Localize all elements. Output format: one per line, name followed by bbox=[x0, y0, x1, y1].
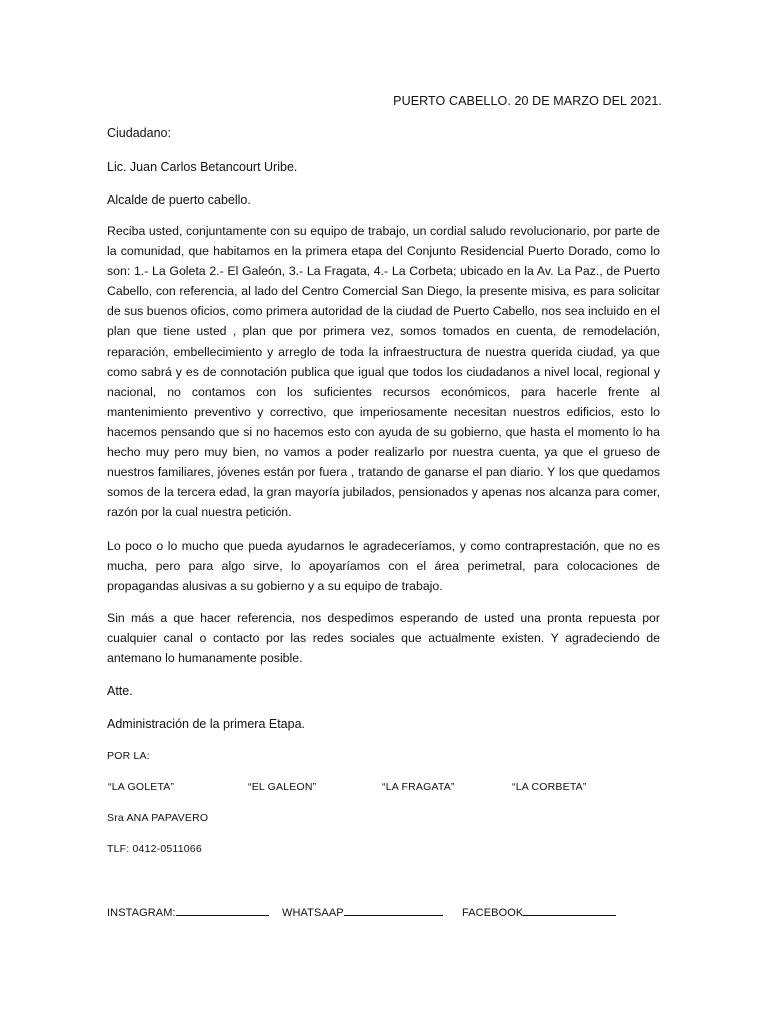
whatsapp-label: WHATSAAP bbox=[282, 907, 344, 919]
letter-date: PUERTO CABELLO. 20 DE MARZO DEL 2021. bbox=[393, 94, 662, 108]
facebook-blank-line bbox=[523, 904, 616, 916]
body-paragraph-3: Sin más a que hacer referencia, nos despedimos esperando de usted una pronta repuesta por cualquier canal o contacto por las redes sociales que actualmente existen. Y agradeciendo de antemano lo humanamente posible. bbox=[107, 611, 660, 666]
facebook-field bbox=[462, 904, 616, 919]
sender: Administración de la primera Etapa. bbox=[107, 717, 306, 731]
body-paragraph-2: Lo poco o lo mucho que pueda ayudarnos le agradeceríamos, y como contraprestación, que no es mucha, pero para algo sirve, lo apoyaríamos con el área perimetral, para colocaciones de propagandas alusivas a su gobierno y a su equipo de trabajo. bbox=[107, 539, 660, 594]
recipient-title: Alcalde de puerto cabello. bbox=[107, 193, 251, 207]
whatsapp-blank-line bbox=[344, 904, 443, 916]
salutation: Ciudadano: bbox=[107, 126, 171, 140]
instagram-field bbox=[107, 904, 269, 919]
closing: Atte. bbox=[107, 684, 133, 698]
contact-name: Sra ANA PAPAVERO bbox=[107, 812, 209, 824]
instagram-label: INSTAGRAM: bbox=[107, 907, 176, 919]
contact-phone: TLF: 0412-0511066 bbox=[107, 843, 202, 855]
recipient-name: Lic. Juan Carlos Betancourt Uribe. bbox=[107, 160, 298, 174]
instagram-blank-line bbox=[176, 904, 269, 916]
body-paragraph-1: Reciba usted, conjuntamente con su equipo de trabajo, un cordial saludo revolucionario, por parte de la comunidad, que habitamos en la primera etapa del Conjunto Residencial Puerto Dorado, como lo son: 1.- La Goleta 2.- El Galeón, 3.- La Fragata, 4.- La Corbeta; ubicado en la Av. La Paz., de Puerto Cabello, con referencia, al lado del Centro Comercial San Diego, la presente misiva, es para solicitar de sus buenos oficios, como primera autoridad de la ciudad de Puerto Cabello, nos sea incluido en el plan que tiene usted , plan que por primera vez, somos tomados en cuenta, de remodelación, reparación, embellecimiento y arreglo de toda la infraestructura de nuestra querida ciudad, ya que como sabrá y es de connotación publica que igual que todos los ciudadanos a nivel local, regional y nacional, no contamos con los suficientes recursos económicos, para hacerle frente al mantenimiento preventivo y correctivo, que imperiosamente necesitan nuestros edificios, esto lo hacemos pensando que si no hacemos esto con ayuda de su gobierno, que hasta el momento lo ha hecho muy pero muy bien, no vamos a poder realizarlo por nuestra cuenta, ya que el grueso de nuestros familiares, jóvenes están por fuera , tratando de ganarse el pan diario. Y los que quedamos somos de la tercera edad, la gran mayoría jubilados, pensionados y apenas nos alcanza para comer, razón por la cual nuestra petición. bbox=[107, 224, 660, 520]
building-la-corbeta: “LA CORBETA” bbox=[512, 781, 587, 793]
facebook-label: FACEBOOK bbox=[462, 907, 524, 919]
building-la-fragata: “LA FRAGATA” bbox=[382, 781, 455, 793]
building-el-galeon: “EL GALEON” bbox=[248, 781, 317, 793]
por-la-label: POR LA: bbox=[107, 750, 150, 762]
building-la-goleta: “LA GOLETA” bbox=[108, 781, 175, 793]
whatsapp-field bbox=[282, 904, 443, 919]
